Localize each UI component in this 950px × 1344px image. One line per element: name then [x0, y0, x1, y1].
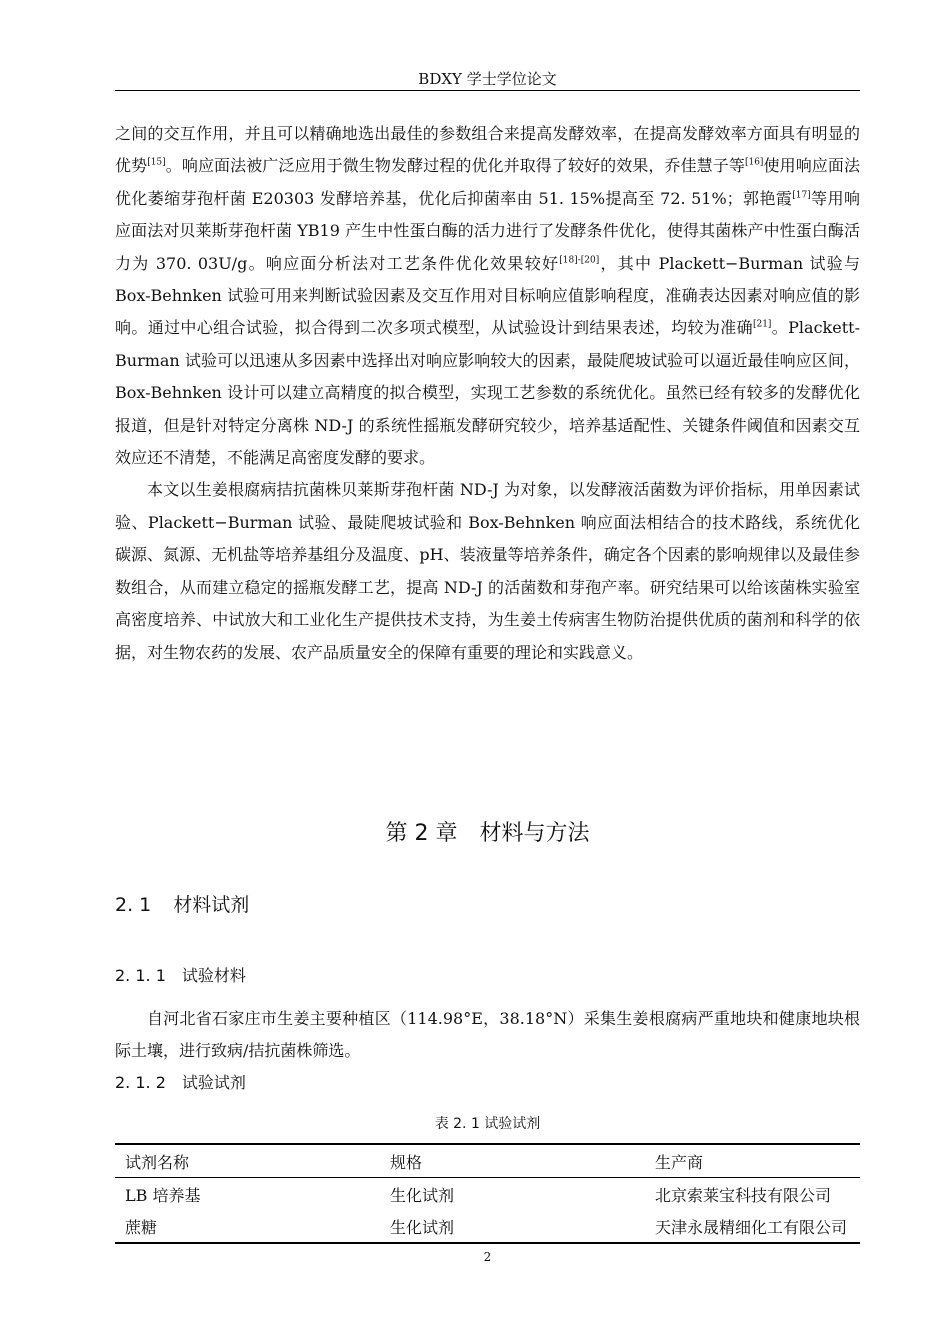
table-caption: 表 2. 1 试验试剂 [434, 1116, 541, 1132]
citation: [16] [744, 158, 764, 169]
subsection-title: 试验试剂 [181, 1073, 246, 1092]
subsection-heading [115, 1070, 246, 1093]
section-title: 材料试剂 [173, 894, 250, 916]
chapter-title: 材料与方法 [479, 821, 590, 846]
citation: [18]-[20] [559, 255, 600, 266]
text-run: 之间的交互作用，并且可以精确地选出最佳的参数组合来提高发酵效率，在提高发酵效率方面具有明显的优势 [115, 124, 860, 176]
citation: [17] [792, 190, 811, 201]
text-run: ，其中 Plackett−Burman 试验与 Box-Behnken 试验可用来判断试验因素及交互作用对目标响应值影响程度，准确表达因素对响应值的影响。通过中心组合试验，拟合得到二次多项式模型，从试验设计到结果表述，均较为准确 [115, 253, 860, 338]
table-cell: 天津永晟精细化工有限公司 [655, 1217, 848, 1237]
section-heading [115, 890, 249, 917]
reagents-table [115, 1143, 860, 1244]
header-rule [115, 90, 860, 91]
table-cell: LB 培养基 [125, 1185, 201, 1205]
subsection-number: 2. 1. 2 [115, 1073, 166, 1092]
table-cell: 生化试剂 [390, 1185, 455, 1205]
text-run: 使用响应面法优化萎缩芽孢杆菌 E20303 发酵培养基，优化后抑菌率由 51. 15%提高至 72. 51%；郭艳霞 [115, 156, 860, 208]
text-run: 。响应面法被广泛应用于微生物发酵过程的优化并取得了较好的效果，乔佳慧子等 [165, 156, 745, 176]
column-header: 试剂名称 [125, 1152, 190, 1172]
table-cell: 北京索莱宝科技有限公司 [655, 1185, 832, 1205]
section-number: 2. 1 [115, 894, 152, 916]
subsection-number: 2. 1. 1 [115, 966, 166, 985]
column-header: 规格 [390, 1152, 423, 1172]
paragraph-intro: 本文以生姜根腐病拮抗菌株贝莱斯芽孢杆菌 ND-J 为对象，以发酵液活菌数为评价指标，用单因素试验、Plackett−Burman 试验、最陡爬坡试验和 Box-Behnken 响应面法相结合的技术路线，系统优化碳源、氮源、无机盐等培养基组分及温度、pH、装液量等培养条件，确定各个因素的影响规律以及最佳参数组合，从而建立稳定的摇瓶发酵工艺，提高 ND-J 的活菌数和芽孢产率。研究结果可以给该菌株实验室高密度培养、中试放大和工业化生产提供技术支持，为生姜土传病害生物防治提供优质的菌剂和科学的依据，对生物农药的发展、农产品质量安全的保障有重要的理论和实践意义。 [115, 480, 860, 662]
subsection-heading [115, 963, 246, 986]
chapter-heading [115, 816, 860, 847]
table-row [115, 1178, 860, 1211]
table-header-row [115, 1144, 860, 1178]
citation: [15] [147, 158, 166, 169]
citation: [21] [752, 320, 772, 331]
page-number: 2 [483, 1250, 492, 1264]
running-header: BDXY 学士学位论文 [418, 70, 557, 88]
text-run: 。Plackett-Burman 试验可以迅速从多因素中选择出对响应影响较大的因素，最陡爬坡试验可以逼近最佳响应区间，Box-Behnken 设计可以建立高精度的拟合模型，实现工艺参数的系统优化。虽然已经有较多的发酵优化报道，但是针对特定分离株 ND-J 的系统性摇瓶发酵研究较少，培养基适配性、关键条件阈值和因素交互效应还不清楚，不能满足高密度发酵的要求。 [115, 318, 860, 468]
text-run: 等用响应面法对贝莱斯芽孢杆菌 YB19 产生中性蛋白酶的活力进行了发酵条件优化，使得其菌株产中性蛋白酶活力为 370. 03U/g。响应面分析法对工艺条件优化效果较好 [115, 188, 860, 273]
chapter-number: 第 2 章 [385, 821, 458, 846]
table-row [115, 1210, 860, 1243]
column-header: 生产商 [655, 1152, 704, 1172]
body-text [115, 118, 860, 669]
subsection-title: 试验材料 [181, 966, 246, 985]
paragraph-materials: 自河北省石家庄市生姜主要种植区（114.98°E，38.18°N）采集生姜根腐病严重地块和健康地块根际土壤，进行致病/拮抗菌株筛选。 [115, 1009, 860, 1061]
table-cell: 蔗糖 [125, 1217, 158, 1237]
paragraph-continued [115, 118, 860, 474]
materials-text [115, 1003, 860, 1068]
table-cell: 生化试剂 [390, 1217, 455, 1237]
